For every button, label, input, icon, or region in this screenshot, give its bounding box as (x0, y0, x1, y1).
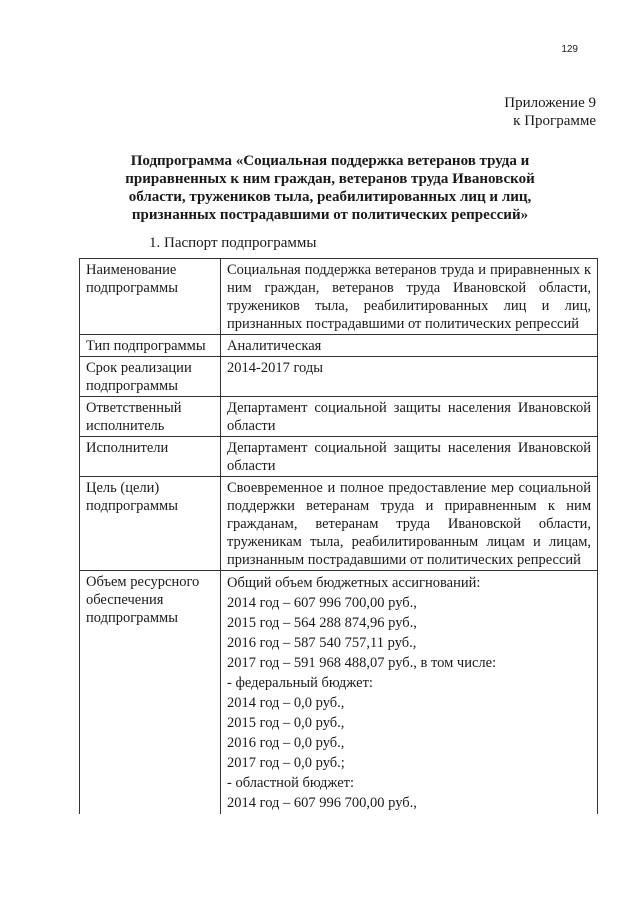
funding-line: - федеральный бюджет: (227, 675, 373, 691)
funding-line: Общий объем бюджетных ассигнований: (227, 575, 481, 591)
funding-line: 2016 год – 587 540 757,11 руб., (227, 635, 417, 651)
funding-line: 2014 год – 607 996 700,00 руб., (227, 795, 417, 811)
row-value: Департамент социальной защиты населения Ивановской области (221, 397, 598, 437)
table-row (80, 437, 598, 477)
row-label: Исполнители (80, 437, 221, 477)
table-row (80, 335, 598, 357)
row-value: 2014-2017 годы (221, 357, 598, 397)
subprogram-title: Подпрограмма «Социальная поддержка ветеранов труда и приравненных к ним граждан, ветеранов труда Ивановской области, тружеников тыла, реабилитированных лиц и лиц, признанных пострадавшими от политических репрессий» (125, 153, 535, 223)
funding-line: 2015 год – 0,0 руб., (227, 715, 345, 731)
table-row (80, 357, 598, 397)
row-label: Тип подпрограммы (80, 335, 221, 357)
table-row (80, 259, 598, 335)
funding-value (221, 571, 598, 815)
appendix-line-1: Приложение 9 (504, 95, 596, 111)
row-label: Ответственный исполнитель (80, 397, 221, 437)
page-number: 129 (561, 44, 578, 55)
row-label: Цель (цели) подпрограммы (80, 477, 221, 571)
funding-line: 2017 год – 0,0 руб.; (227, 755, 345, 771)
passport-table (79, 258, 598, 814)
funding-line: 2016 год – 0,0 руб., (227, 735, 345, 751)
row-value: Аналитическая (221, 335, 598, 357)
row-label: Наименование подпрограммы (80, 259, 221, 335)
funding-line: 2017 год – 591 968 488,07 руб., в том числе: (227, 655, 497, 671)
table-row (80, 477, 598, 571)
funding-line: 2014 год – 0,0 руб., (227, 695, 345, 711)
row-label: Срок реализации подпрограммы (80, 357, 221, 397)
row-value: Своевременное и полное предоставление мер социальной поддержки ветеранам труда и приравненным к ним гражданам, ветеранам труда Ивановской области, труженикам тыла, реабилитированным лицам и лицам, признанным пострадавшими от политических репрессий (221, 477, 598, 571)
row-value: Департамент социальной защиты населения Ивановской области (221, 437, 598, 477)
funding-label: Объем ресурсного обеспечения подпрограммы (80, 571, 221, 815)
section-heading: 1. Паспорт подпрограммы (149, 235, 317, 251)
appendix-note (504, 94, 596, 130)
funding-line: 2015 год – 564 288 874,96 руб., (227, 615, 417, 631)
table-row (80, 397, 598, 437)
funding-row (80, 571, 598, 815)
appendix-line-2: к Программе (513, 113, 596, 129)
funding-line: 2014 год – 607 996 700,00 руб., (227, 595, 417, 611)
funding-line: - областной бюджет: (227, 775, 355, 791)
row-value: Социальная поддержка ветеранов труда и приравненных к ним граждан, ветеранов труда Ивановской области, тружеников тыла, реабилитированных лиц и лиц, признанных пострадавшими от политических репрессий (221, 259, 598, 335)
